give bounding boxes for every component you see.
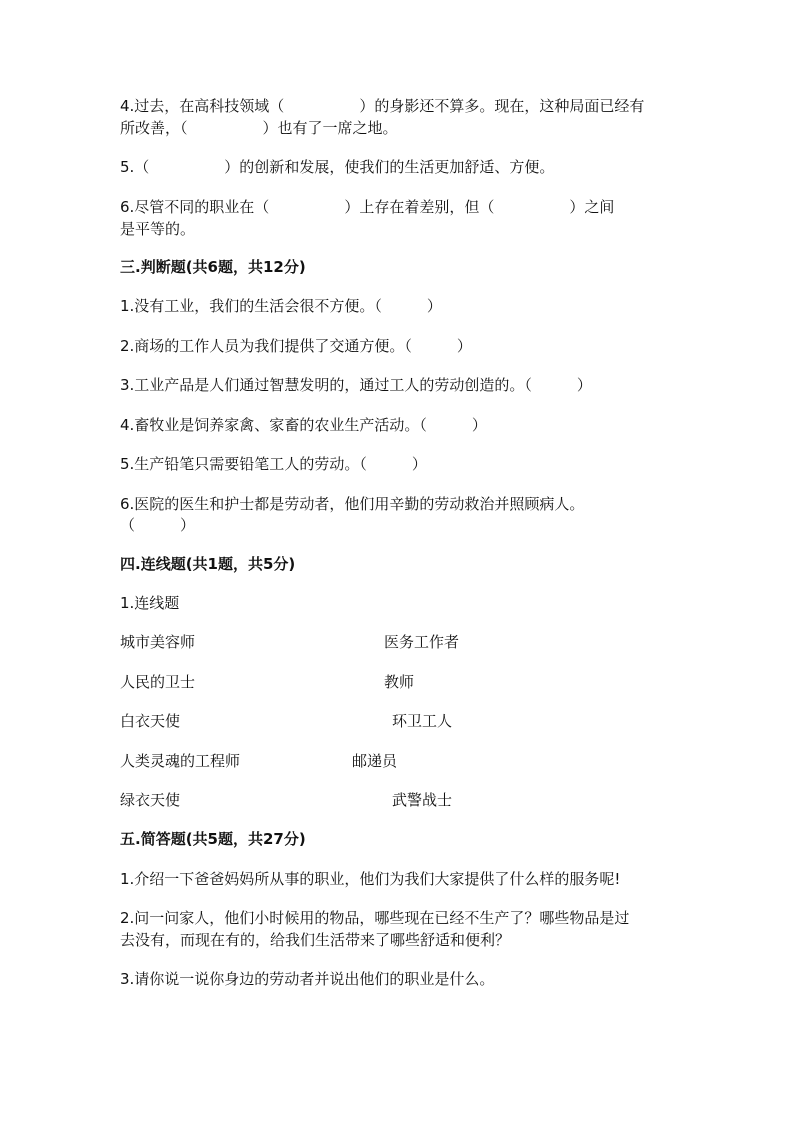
- short-answer-q1: 1.介绍一下爸爸妈妈所从事的职业，他们为我们大家提供了什么样的服务呢!: [120, 870, 621, 888]
- short-answer-q2-line1: 2.问一问家人，他们小时候用的物品，哪些现在已经不生产了？哪些物品是过: [120, 909, 630, 927]
- matching-pair: [120, 672, 680, 692]
- matching-pair: [120, 751, 680, 771]
- short-answer-q2-line2: 去没有，而现在有的，给我们生活带来了哪些舒适和便利？: [120, 931, 511, 949]
- judgement-item: 1.没有工业，我们的生活会很不方便。（ ）: [120, 297, 442, 315]
- matching-right-item: 环卫工人: [392, 712, 453, 730]
- matching-left-item: 人民的卫士: [120, 673, 196, 691]
- matching-left-item: 人类灵魂的工程师: [120, 752, 241, 770]
- judgement-item-6-line1: 6.医院的医生和护士都是劳动者，他们用辛勤的劳动救治并照顾病人。: [120, 495, 585, 513]
- matching-right-item: 武警战士: [392, 791, 453, 809]
- section-heading-judgement: 三.判断题(共6题，共12分): [120, 258, 306, 276]
- matching-pair: [120, 711, 680, 731]
- fill-in-q6-line2: 是平等的。: [120, 220, 196, 238]
- section-heading-matching: 四.连线题(共1题，共5分): [120, 555, 296, 573]
- matching-pair: [120, 790, 680, 810]
- matching-right-item: 邮递员: [352, 752, 398, 770]
- matching-left-item: 绿衣天使: [120, 791, 181, 809]
- short-answer-q3: 3.请你说一说你身边的劳动者并说出他们的职业是什么。: [120, 970, 495, 988]
- judgement-item-6-line2: （ ）: [120, 516, 196, 534]
- matching-left-item: 白衣天使: [120, 712, 181, 730]
- judgement-item: 5.生产铅笔只需要铅笔工人的劳动。（ ）: [120, 455, 427, 473]
- fill-in-q6-line1: 6.尽管不同的职业在（ ）上存在着差别，但（ ）之间: [120, 198, 615, 216]
- fill-in-q4-line1: 4.过去，在高科技领域（ ）的身影还不算多。现在，这种局面已经有: [120, 97, 645, 115]
- judgement-item: 4.畜牧业是饲养家禽、家畜的农业生产活动。（ ）: [120, 416, 487, 434]
- fill-in-q4-line2: 所改善，（ ）也有了一席之地。: [120, 119, 398, 137]
- judgement-item: 2.商场的工作人员为我们提供了交通方便。（ ）: [120, 337, 472, 355]
- judgement-item: 3.工业产品是人们通过智慧发明的，通过工人的劳动创造的。（ ）: [120, 376, 592, 394]
- matching-right-item: 教师: [384, 673, 415, 691]
- matching-question: 1.连线题: [120, 594, 180, 612]
- matching-pair: [120, 632, 680, 652]
- fill-in-q5: 5.（ ）的创新和发展，使我们的生活更加舒适、方便。: [120, 158, 555, 176]
- matching-right-item: 医务工作者: [384, 633, 460, 651]
- matching-left-item: 城市美容师: [120, 633, 196, 651]
- section-heading-short-answer: 五.简答题(共5题，共27分): [120, 830, 306, 848]
